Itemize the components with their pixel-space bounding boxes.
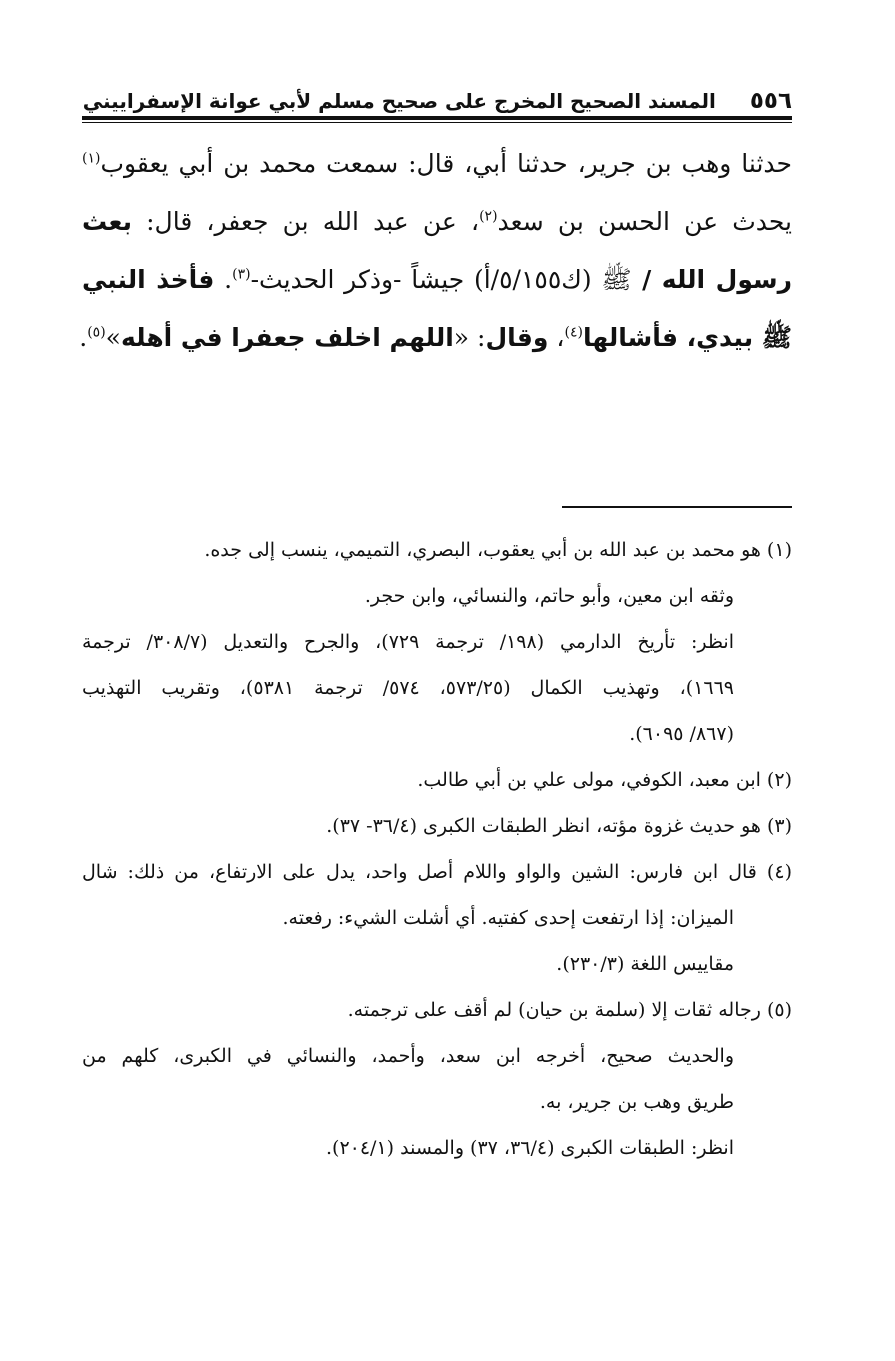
footnote-line: مقاييس اللغة (٢٣٠/٣). [556,953,734,975]
footnote-line: (٥) رجاله ثقات إلا (سلمة بن حيان) لم أقف على ترجمته. [347,999,792,1021]
page-header [82,82,792,116]
text-line-1 [82,135,792,193]
footnote-line: (١) هو محمد بن عبد الله بن أبي يعقوب، البصري، التميمي، ينسب إلى جده. [204,539,792,561]
text-segment: : « [453,323,486,352]
prophetic-quote: اللهم اخلف جعفرا في أهله [120,323,454,352]
text-segment: ، [548,323,565,352]
footnote-line: (٣) هو حديث غزوة مؤته، انظر الطبقات الكبرى (٣٦/٤- ٣٧). [326,815,792,837]
footnote-line: وثقه ابن معين، وأبو حاتم، والنسائي، وابن حجر. [364,585,734,607]
footnote-line: الميزان: إذا ارتفعت إحدى كفتيه. أي أشلت الشيء: رفعته. [282,907,734,929]
footnote-line: (٤) قال ابن فارس: الشين والواو واللام أصل واحد، يدل على الارتفاع، من ذلك: شال [82,861,792,883]
running-title: المسند الصحيح المخرج على صحيح مسلم لأبي عوانة الإسفراييني [82,89,716,113]
bold-text-segment: ﷺ بيدي، فأشالها [582,323,792,352]
bold-text-segment: وقال [485,323,549,352]
header-rule-thick [82,116,792,120]
text-segment: ﷺ (ك٥/١٥٥/أ) جيشاً -وذكر الحديث- [250,265,632,294]
text-segment: حدثنا وهب بن جرير، حدثنا أبي، قال: سمعت محمد بن أبي يعقوب [100,149,792,178]
bold-text-segment: رسول الله / [631,265,792,294]
text-line-4 [79,309,792,367]
text-segment: ، عن عبد الله بن جعفر، قال: [131,207,480,236]
footnote-line: ١٦٦٩)، وتهذيب الكمال (٥٧٣/٢٥، ٥٧٤/ ترجمة ٥٣٨١)، وتقريب التهذيب [82,677,735,699]
text-segment: » [105,323,121,352]
text-line-2 [82,193,792,251]
header-rule-thin [82,122,792,123]
bold-text-segment: بعث [82,207,132,236]
text-line-3 [82,251,792,309]
text-segment: يحدث عن الحسن بن سعد [497,207,792,236]
footnote-marker: (١) [82,150,101,167]
footnote-line: (٨٦٧/ ٦٠٩٥). [629,723,734,745]
footnote-marker: (٥) [87,324,106,341]
footnote-line: انظر: تأريخ الدارمي (١٩٨/ ترجمة ٧٢٩)، والجرح والتعديل (٣٠٨/٧/ ترجمة [82,631,734,653]
hadith-text [79,135,792,367]
footnote-marker: (٢) [479,208,498,225]
bold-text-segment: فأخذ النبي [82,265,215,294]
page-number: ٥٥٦ [749,88,792,114]
footnote-line: (٢) ابن معبد، الكوفي، مولى علي بن أبي طالب. [417,769,792,791]
text-segment: . [214,265,233,294]
footnote-line: انظر: الطبقات الكبرى (٣٦/٤، ٣٧) والمسند (٢٠٤/١). [325,1137,734,1159]
footnote-line: طريق وهب بن جرير، به. [539,1091,734,1113]
footnote-marker: (٣) [232,266,251,283]
text-segment: . [79,323,88,352]
footnote-marker: (٤) [564,324,583,341]
footnote-separator [562,506,792,508]
footnote-line: والحديث صحيح، أخرجه ابن سعد، وأحمد، والنسائي في الكبرى، كلهم من [82,1045,734,1067]
